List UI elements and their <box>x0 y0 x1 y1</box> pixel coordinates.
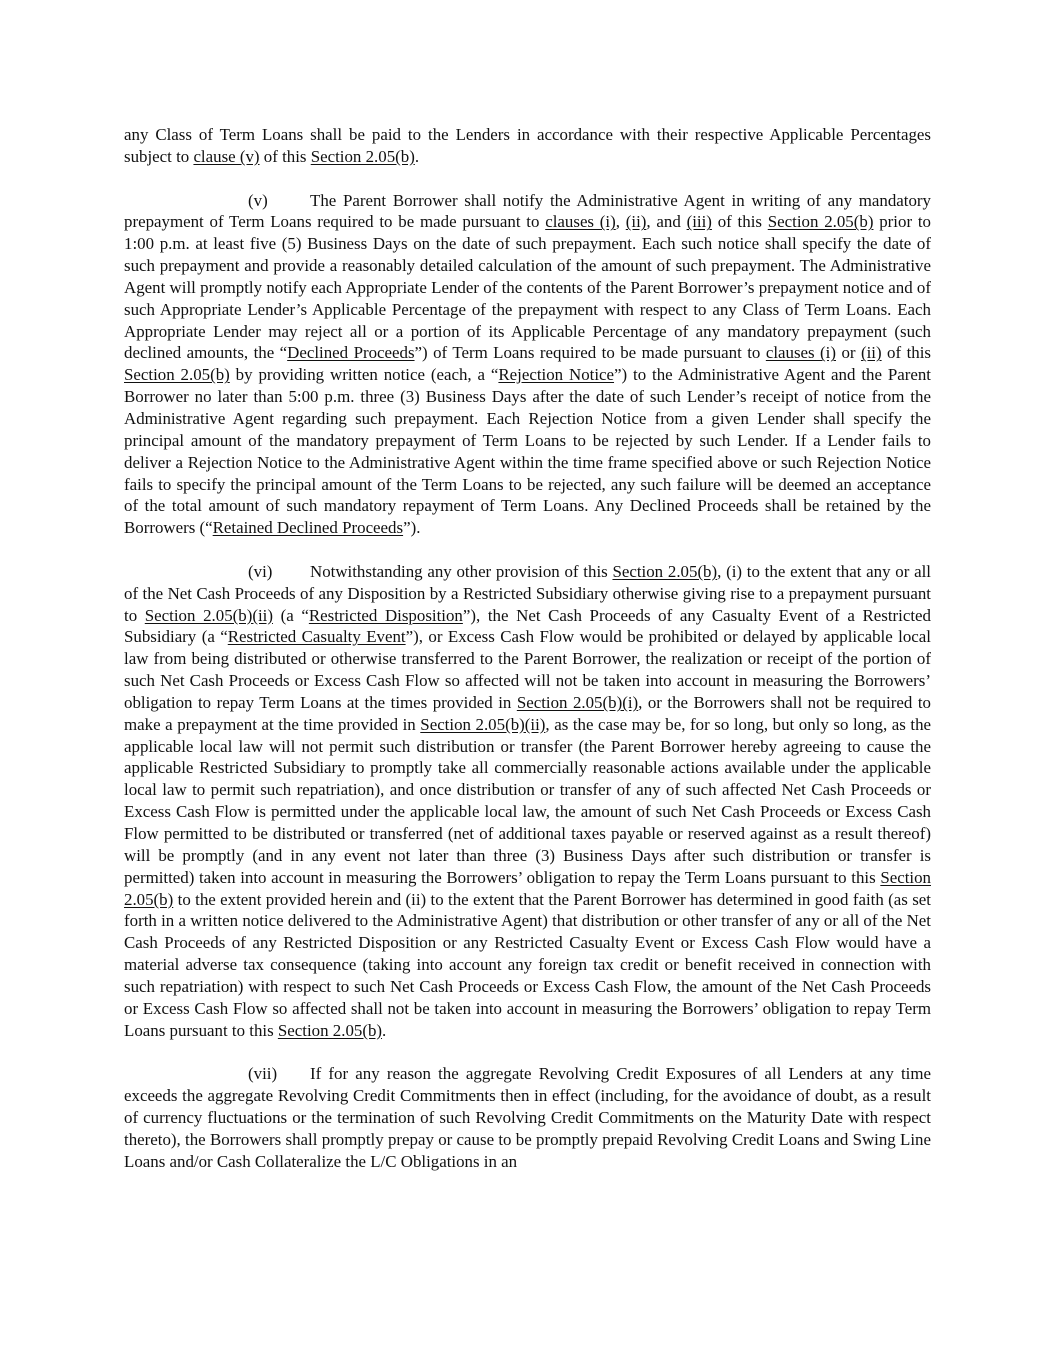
section-2-05b-reference[interactable]: Section 2.05(b) <box>277 1020 383 1040</box>
paragraph-iv-continuation: any Class of Term Loans shall be paid to the Lenders in accordance with their respective Applicable Percentages subject to clause (v) of this Section 2.05(b). <box>124 125 931 166</box>
defined-term-declined-proceeds: Declined Proceeds <box>287 343 415 363</box>
clause-ii-reference[interactable]: (ii) <box>860 343 882 363</box>
defined-term-restricted-disposition: Restricted Disposition <box>308 605 463 625</box>
section-2-05b-reference[interactable]: Section 2.05(b) <box>124 867 931 909</box>
section-2-05b-reference[interactable]: Section 2.05(b) <box>310 146 415 166</box>
section-2-05b-ii-reference[interactable]: Section 2.05(b)(ii) <box>144 605 273 625</box>
defined-term-retained-declined-proceeds: Retained Declined Proceeds <box>212 518 404 538</box>
clause-ii-reference[interactable]: (ii) <box>625 212 647 232</box>
document-page <box>124 124 931 1194</box>
section-2-05b-reference[interactable]: Section 2.05(b) <box>767 212 874 232</box>
paragraph-number: (v) <box>248 190 268 210</box>
clause-v-reference[interactable]: clause (v) <box>193 146 260 166</box>
clauses-i-reference[interactable]: clauses (i) <box>545 212 616 232</box>
section-2-05b-ii-reference[interactable]: Section 2.05(b)(ii) <box>420 714 546 734</box>
defined-term-rejection-notice: Rejection Notice <box>498 365 615 385</box>
paragraph-number: (vi) <box>248 561 273 581</box>
section-2-05b-reference[interactable]: Section 2.05(b) <box>612 561 718 581</box>
paragraph-v: (v) The Parent Borrower shall notify the Administrative Agent in writing of any mandatory prepayment of Term Loans required to be made pursuant to clauses (i), (ii), and (iii) of this Section 2.05(b) prior to 1:00 p.m. at least five (5) Business Days on the date of such prepayment. Each such notice shall specify the date of such prepayment and provide a reasonably detailed calculation of the amount of such prepayment. The Administrative Agent will promptly notify each Appropriate Lender of the contents of the Parent Borrower’s prepayment notice and of such Appropriate Lender’s Applicable Percentage of the prepayment with respect to any Class of Term Loans. Each Appropriate Lender may reject all or a portion of its Applicable Percentage of any mandatory prepayment (such declined amounts, the “Declined Proceeds”) of Term Loans required to be made pursuant to clauses (i) or (ii) of this Section 2.05(b) by providing written notice (each, a “Rejection Notice”) to the Administrative Agent and the Parent Borrower no later than 5:00 p.m. three (3) Business Days after the date of such Lender’s receipt of notice from the Administrative Agent regarding such prepayment. Each Rejection Notice from a given Lender shall specify the principal amount of the mandatory prepayment of Term Loans to be rejected by such Lender. If a Lender fails to deliver a Rejection Notice to the Administrative Agent within the time frame specified above or such Rejection Notice fails to specify the principal amount of the Term Loans to be rejected, any such failure will be deemed an acceptance of the total amount of such mandatory repayment of Term Loans. Any Declined Proceeds shall be retained by the Borrowers (“Retained Declined Proceeds”). <box>124 190 931 538</box>
section-2-05b-i-reference[interactable]: Section 2.05(b)(i) <box>516 692 639 712</box>
clause-iii-reference[interactable]: (iii) <box>686 212 712 232</box>
clauses-i-reference[interactable]: clauses (i) <box>765 343 836 363</box>
defined-term-restricted-casualty-event: Restricted Casualty Event <box>227 627 406 647</box>
paragraph-vi: (vi) Notwithstanding any other provision of this Section 2.05(b), (i) to the extent that any or all of the Net Cash Proceeds of any Disposition by a Restricted Subsidiary otherwise giving rise to a prepayment pursuant to Section 2.05(b)(ii) (a “Restricted Disposition”), the Net Cash Proceeds of any Casualty Event of a Restricted Subsidiary (a “Restricted Casualty Event”), or Excess Cash Flow would be prohibited or delayed by applicable local law from being distributed or otherwise transferred to the Parent Borrower, the realization or receipt of the portion of such Net Cash Proceeds or Excess Cash Flow so affected will not be taken into account in measuring the Borrowers’ obligation to repay Term Loans at the times provided in Section 2.05(b)(i), or the Borrowers shall not be required to make a prepayment at the time provided in Section 2.05(b)(ii), as the case may be, for so long, but only so long, as the applicable local law will not permit such distribution or transfer (the Parent Borrower hereby agreeing to cause the applicable Restricted Subsidiary to promptly take all commercially reasonable actions available under the applicable local law to permit such repatriation), and once distribution or transfer of any of such affected Net Cash Proceeds or Excess Cash Flow is permitted under the applicable local law, the amount of such Net Cash Proceeds or Excess Cash Flow permitted to be distributed or transferred (net of additional taxes payable or reserved against as a result thereof) will be promptly (and in any event not later than three (3) Business Days after such distribution or transfer is permitted) taken into account in measuring the Borrowers’ obligation to repay the Term Loans pursuant to this Section 2.05(b) to the extent provided herein and (ii) to the extent that the Parent Borrower has determined in good faith (as set forth in a written notice delivered to the Administrative Agent) that distribution or other transfer of any or all of the Net Cash Proceeds of any Restricted Disposition or any Restricted Casualty Event or Excess Cash Flow would have a material adverse tax consequence (taking into account any foreign tax credit or benefit received in connection with such repatriation) with respect to such Net Cash Proceeds or Excess Cash Flow, the amount of the Net Cash Proceeds or Excess Cash Flow so affected shall not be taken into account in measuring the Borrowers’ obligation to repay Term Loans pursuant to this Section 2.05(b). <box>124 561 932 1040</box>
paragraph-number: (vii) <box>248 1064 278 1084</box>
paragraph-vii: (vii) If for any reason the aggregate Revolving Credit Exposures of all Lenders at any time exceeds the aggregate Revolving Credit Commitments then in effect (including, for the avoidance of doubt, as a result of currency fluctuations or the termination of such Revolving Credit Commitments on the Maturity Date with respect thereto), the Borrowers shall promptly prepay or cause to be promptly prepaid Revolving Credit Loans and Swing Line Loans and/or Cash Collateralize the L/C Obligations in an <box>124 1064 931 1171</box>
section-2-05b-reference[interactable]: Section 2.05(b) <box>124 365 230 385</box>
